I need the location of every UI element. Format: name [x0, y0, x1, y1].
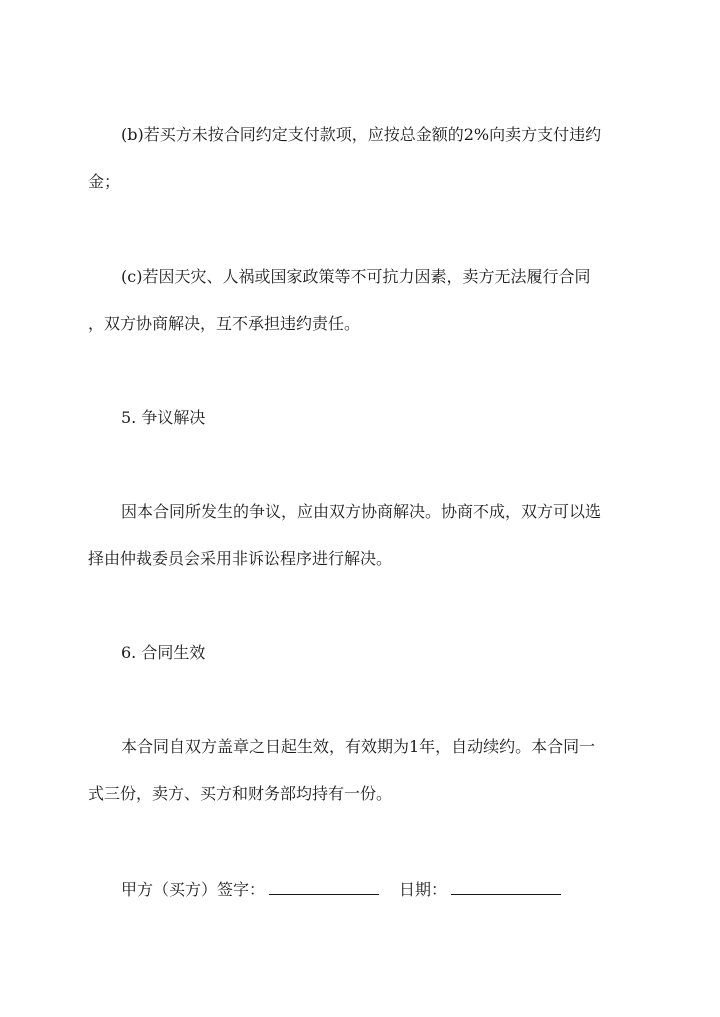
date-label: 日期：: [399, 880, 448, 899]
signature-row: [121, 877, 565, 901]
section-5-line-2: 择由仲裁委员会采用非诉讼程序进行解决。: [88, 549, 393, 568]
clause-c-line-1: (c)若因天灾、人祸或国家政策等不可抗力因素，卖方无法履行合同: [121, 267, 591, 286]
signature-label: 甲方（买方）签字：: [121, 880, 266, 899]
section-6-line-1: 本合同自双方盖章之日起生效，有效期为1年，自动续约。本合同一: [121, 737, 596, 756]
clause-b-line-2: 金；: [88, 172, 121, 191]
section-5-heading: 5. 争议解决: [121, 408, 206, 427]
section-6-heading: 6. 合同生效: [121, 643, 206, 662]
signature-blank[interactable]: [269, 877, 379, 895]
section-5-line-1: 因本合同所发生的争议，应由双方协商解决。协商不成，双方可以选: [121, 502, 602, 521]
clause-b-line-1: (b)若买方未按合同约定支付款项，应按总金额的2%向卖方支付违约: [121, 125, 602, 144]
section-6-line-2: 式三份，卖方、买方和财务部均持有一份。: [88, 784, 393, 803]
date-blank[interactable]: [451, 877, 561, 895]
clause-c-line-2: ，双方协商解决，互不承担违约责任。: [88, 314, 361, 333]
